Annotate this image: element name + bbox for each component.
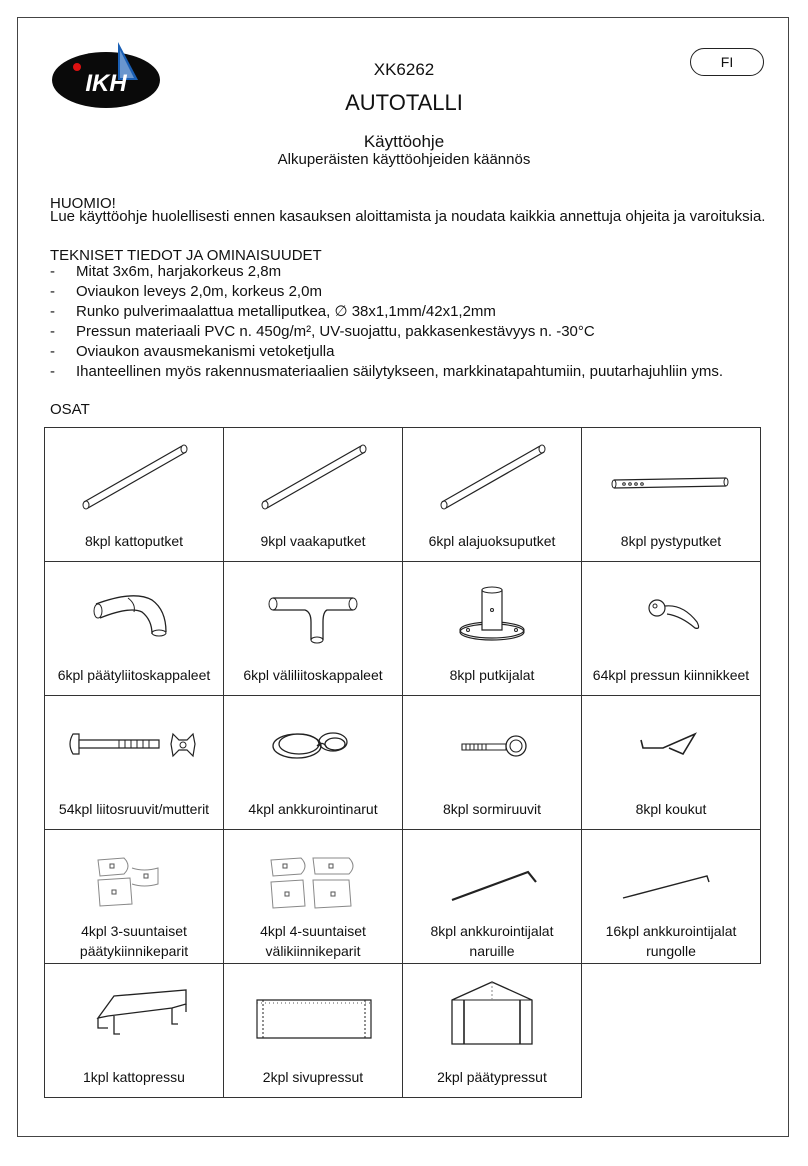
part-cell <box>224 428 403 562</box>
part-label: 9kpl vaakaputket <box>260 533 366 549</box>
part-cell <box>582 830 761 964</box>
specs-heading: TEKNISET TIEDOT JA OMINAISUUDET <box>50 247 322 264</box>
part-cell <box>45 562 224 696</box>
warning-text: Lue käyttöohje huolellisesti ennen kasauksen aloittamista ja noudata kaikkia annettuja ohjeita ja varoituksia. <box>50 208 766 225</box>
part-cell <box>45 428 224 562</box>
part-label <box>403 921 581 961</box>
part-label <box>45 921 223 961</box>
part-label-line: naruille <box>469 943 515 959</box>
part-label-line: 4kpl 4-suuntaiset <box>260 923 366 939</box>
part-label: 1kpl kattopressu <box>83 1069 185 1085</box>
perforated-pipe-icon <box>606 436 736 516</box>
part-cell <box>45 696 224 830</box>
ground-stake-long-icon <box>611 838 731 926</box>
part-label-line: 16kpl ankkurointijalat <box>605 923 737 939</box>
parts-table <box>44 427 761 1098</box>
end-tarp-icon <box>432 972 552 1060</box>
document-subtitle: Alkuperäisten käyttöohjeiden käännös <box>277 151 531 168</box>
part-label: 8kpl koukut <box>635 801 707 817</box>
parts-heading: OSAT <box>50 401 90 418</box>
spec-text: Oviaukon avausmekanismi vetoketjulla <box>76 343 335 360</box>
spec-text: Mitat 3x6m, harjakorkeus 2,8m <box>76 263 282 280</box>
part-label: 8kpl sormiruuvit <box>442 801 542 817</box>
bullet: - <box>50 303 55 320</box>
rope-icon <box>253 704 373 784</box>
list-item <box>50 302 723 322</box>
hook-icon <box>611 704 731 784</box>
part-cell <box>403 696 582 830</box>
part-cell <box>45 830 224 964</box>
tee-connector-icon <box>253 570 373 650</box>
part-cell <box>582 562 761 696</box>
part-label <box>224 921 402 961</box>
roof-tarp-icon <box>74 972 194 1060</box>
part-label: 2kpl päätypressut <box>437 1069 547 1085</box>
pipe-foot-icon <box>432 570 552 650</box>
part-label: 4kpl ankkurointinarut <box>248 801 378 817</box>
part-label-line: rungolle <box>646 943 696 959</box>
spec-text: Pressun materiaali PVC n. 450g/m², UV-suojattu, pakkasenkestävyys n. -30°C <box>76 323 595 340</box>
part-label: 6kpl alajuoksuputket <box>428 533 556 549</box>
part-cell <box>45 964 224 1098</box>
part-cell <box>582 428 761 562</box>
spec-text: Oviaukon leveys 2,0m, korkeus 2,0m <box>76 283 322 300</box>
list-item <box>50 262 723 282</box>
elbow-connector-icon <box>74 570 194 650</box>
bullet: - <box>50 343 55 360</box>
part-cell <box>582 696 761 830</box>
list-item <box>50 342 723 362</box>
bullet: - <box>50 263 55 280</box>
product-code: XK6262 <box>373 60 435 79</box>
bullet: - <box>50 283 55 300</box>
ground-stake-icon <box>432 838 552 926</box>
list-item <box>50 362 723 382</box>
part-label: 64kpl pressun kiinnikkeet <box>592 667 750 683</box>
warning-heading: HUOMIO! <box>50 195 116 212</box>
part-label: 6kpl päätyliitoskappaleet <box>57 667 211 683</box>
part-label-line: 8kpl ankkurointijalat <box>430 923 554 939</box>
bolt-nut-icon <box>59 704 209 784</box>
part-label-line: päätykiinnikeparit <box>79 943 189 959</box>
part-cell <box>403 428 582 562</box>
four-way-bracket-icon <box>253 838 373 926</box>
part-cell <box>403 562 582 696</box>
part-label: 8kpl putkijalat <box>449 667 535 683</box>
part-label: 2kpl sivupressut <box>262 1069 364 1085</box>
list-item <box>50 322 723 342</box>
part-label <box>582 921 760 961</box>
spec-text: Runko pulverimaalattua metalliputkea, ∅ 38x1,1mm/42x1,2mm <box>76 303 496 320</box>
side-tarp-icon <box>243 972 383 1060</box>
part-cell <box>403 830 582 964</box>
product-name: AUTOTALLI <box>345 90 463 115</box>
part-cell <box>224 830 403 964</box>
part-label: 6kpl väliliitoskappaleet <box>243 667 383 683</box>
list-item <box>50 282 723 302</box>
pipe-icon <box>253 436 373 516</box>
part-cell <box>403 964 582 1098</box>
part-cell <box>224 696 403 830</box>
spec-text: Ihanteellinen myös rakennusmateriaalien säilytykseen, markkinatapahtumiin, puutarhajuhliin yms. <box>76 363 723 380</box>
pipe-icon <box>74 436 194 516</box>
part-label: 8kpl pystyputket <box>620 533 722 549</box>
part-label-line: 4kpl 3-suuntaiset <box>81 923 187 939</box>
part-label-line: välikiinnikeparit <box>265 943 361 959</box>
document-type: Käyttöohje <box>363 132 445 151</box>
pipe-icon <box>432 436 552 516</box>
part-label: 54kpl liitosruuvit/mutterit <box>58 801 210 817</box>
three-way-bracket-icon <box>74 838 194 926</box>
part-cell <box>224 964 403 1098</box>
eye-screw-icon <box>432 704 552 784</box>
bullet: - <box>50 363 55 380</box>
specs-list <box>50 262 723 382</box>
tarp-clip-icon <box>611 570 731 650</box>
empty-cell <box>582 964 761 1098</box>
part-cell <box>224 562 403 696</box>
part-label: 8kpl kattoputket <box>84 533 184 549</box>
logo-text: IKH <box>85 70 127 97</box>
bullet: - <box>50 323 55 340</box>
language-badge: FI <box>690 48 764 76</box>
